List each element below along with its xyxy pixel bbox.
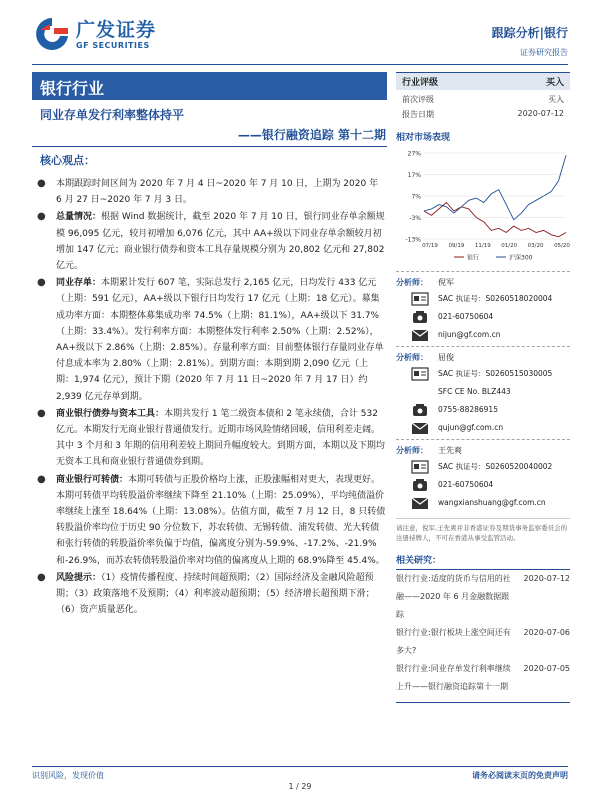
- analyst-info-text: 021-60750604: [438, 480, 494, 489]
- core-views-title: 核心观点：: [40, 154, 95, 167]
- analyst-divider: [396, 439, 570, 440]
- perf-title: 相对市场表现: [396, 133, 451, 143]
- bullet-heading: 商业银行债券与资本工具：: [56, 408, 165, 419]
- related-title-text[interactable]: 银行行业:银行板块上涨空间还有多大?: [396, 628, 511, 655]
- certificate-icon: [410, 367, 430, 381]
- report-date-value: 2020-07-12: [517, 109, 564, 118]
- bullet-text: 本期跟踪时间区间为 2020 年 7 月 4 日~2020 年 7 月 10 日，上期为 2020 年 6 月 27 日~2020 年 7 月 3 日。: [56, 179, 379, 206]
- analyst-info-row: [396, 477, 570, 492]
- analyst-info-row: [396, 366, 570, 381]
- phone-icon: [410, 478, 430, 492]
- x-tick-label: 09/19: [448, 243, 465, 249]
- sidebar: [396, 72, 570, 703]
- analyst-email[interactable]: qujun@gf.com.cn: [438, 423, 504, 432]
- bullet-heading: 商业银行可转债：: [56, 474, 129, 485]
- footer-disclaimer: 请务必阅读末页的免责声明: [472, 771, 568, 780]
- related-date: 2020-07-12: [523, 574, 570, 583]
- gf-logo: [32, 16, 156, 52]
- report-sub: 证券研究报告: [520, 48, 568, 57]
- y-tick-label: 27%: [407, 150, 421, 158]
- phone-icon: [410, 310, 430, 324]
- prev-rating-value: 买入: [548, 95, 564, 104]
- y-tick-label: -3%: [409, 215, 421, 222]
- bullet-dot-icon: ●: [37, 178, 46, 189]
- related-item[interactable]: [396, 660, 570, 696]
- phone-icon: [410, 403, 430, 417]
- analyst-label: 分析师：: [396, 278, 428, 287]
- analyst-email[interactable]: wangxianshuang@gf.com.cn: [438, 498, 546, 507]
- related-item[interactable]: [396, 570, 570, 624]
- analysts: [396, 271, 570, 510]
- analyst-name: 王先爽: [438, 446, 462, 455]
- report-subtitle: ——银行融资追踪 第十二期: [237, 128, 386, 142]
- analyst-email[interactable]: nijun@gf.com.cn: [438, 330, 501, 339]
- related-divider: [396, 702, 570, 703]
- analyst-info-row: [396, 327, 570, 342]
- prev-rating-row: [396, 90, 570, 105]
- analyst-info-row: [396, 495, 570, 510]
- bullet-text: 本期可转债与正股价格均上涨，正股涨幅相对更大，表现更好。本期可转债平均转股溢价率继续下降至 21.10%（上期：25.09%），平均纯债溢价率继续上涨至 18.64%（上期：13.08%）。估值方面，截至 7 月 12 日，8 只转债转股溢价率均位于历史 90 分位数下，苏农转债、无锡转债、浦发转债、光大转债和张行转债的转股溢价率负偏于均值，偏离度分别为-59.9%、-17.2%、-21.9%和-26.9%，而苏农转债转股溢价率对均值的偏离度从上期的 68.9%降至 45.4%。: [56, 474, 386, 566]
- analyst-info-row: [396, 402, 570, 417]
- report-date-label: 报告日期: [402, 110, 434, 119]
- core-view-bullet: [36, 406, 386, 471]
- core-view-bullet: [36, 275, 386, 405]
- report-title: 同业存单发行利率整体持平: [40, 108, 185, 122]
- title-divider: [32, 146, 387, 147]
- rating-label: 行业评级: [402, 78, 439, 88]
- rating-value: 买入: [545, 78, 564, 88]
- x-tick-label: 01/20: [501, 243, 518, 249]
- analyst-info-text: SAC 执证号：S0260520040002: [438, 462, 553, 471]
- analyst-head: [396, 352, 570, 363]
- bullet-heading: 同业存单：: [56, 278, 102, 289]
- core-view-bullet: [36, 176, 386, 208]
- y-tick-label: 7%: [411, 193, 421, 201]
- y-tick-label: -13%: [405, 236, 421, 244]
- analyst-label: 分析师：: [396, 353, 428, 362]
- analyst-head: [396, 277, 570, 288]
- relative-performance-chart: [396, 147, 570, 267]
- bullet-heading: 风险提示：: [56, 572, 102, 583]
- industry-banner: 银行行业: [32, 72, 387, 100]
- gf-logo-icon: [32, 16, 72, 52]
- analyst-info-text: 0755-88286915: [438, 405, 498, 414]
- bullet-text: 本期累计发行 607 笔，实际总发行 2,165 亿元，日均发行 433 亿元（上期：591 亿元），AA+级以下银行日均发行 17 亿元（上期：18 亿元）。募集成功率方面：本期整体募集成功率 74.5%（上期：81.1%），AA+级以下 31.7%（上期：33.4%）。发行利率方面：本期整体发行利率 2.50%（上期：2.52%），AA+级以下 2.86%（上期：2.85%）。存量利率方面：目前整体银行存量同业存单付息成本率为 2.80%（上期：2.81%）。到期方面：本期到期 2,090 亿元（上期：1,974 亿元），预计下期（2020 年 7 月 11 日~2020 年 7 月 17 日）约 2,939 亿元存单到期。: [56, 278, 384, 402]
- report-date-row: [396, 105, 570, 120]
- y-tick-label: 17%: [407, 172, 421, 179]
- analyst-info-text: SAC 执证号：S0260515030005: [438, 369, 553, 378]
- related-date: 2020-07-05: [523, 664, 570, 673]
- related-title: 相关研究：: [396, 556, 442, 566]
- bullet-dot-icon: ●: [37, 211, 46, 223]
- analyst-divider: [396, 271, 570, 272]
- legend-label: 银行: [467, 254, 480, 262]
- series-line-0: [424, 203, 566, 237]
- email-icon: [410, 496, 430, 510]
- bullet-text: 本期共发行 1 笔二级资本债和 2 笔永续债，合计 532 亿元。本期发行无商业银行普通债发行。近期市场风险情绪回暖，信用利差走阔。其中 3 个月和 3 年期的信用利差较上期回升幅度较大。到期方面，本期以及下期均无资本工具和商业银行普通债券到期。: [56, 408, 385, 468]
- bullet-dot-icon: ●: [37, 277, 46, 289]
- logo-cn: 广发证券: [76, 18, 157, 41]
- bullet-dot-icon: ●: [37, 571, 46, 583]
- bullet-heading: 总量情况：: [56, 212, 102, 223]
- bullet-text: 根据 Wind 数据统计，截至 2020 年 7 月 10 日，银行同业存单余额规模 96,095 亿元，较月初增加 6,076 亿元，其中 AA+级以下同业存单余额较月初增加 147 亿元；商业银行债券和资本工具存量规模分别为 20,802 亿元和 27,802 亿元。: [56, 212, 385, 272]
- x-tick-label: 05/20: [554, 243, 570, 249]
- analyst-name: 倪军: [438, 278, 454, 287]
- prev-rating-label: 前次评级: [402, 95, 434, 104]
- core-view-bullet: [36, 570, 386, 619]
- x-tick-label: 11/19: [474, 243, 491, 249]
- logo-en: GF SECURITIES: [76, 40, 150, 50]
- analyst-info-row: [396, 309, 570, 324]
- analyst-info-text: SAC 执证号：S0260518020004: [438, 294, 553, 303]
- footer-slogan: 识别风险，发现价值: [32, 771, 104, 780]
- bullet-text: （1）疫情传播程度、持续时间超预期；（2）国际经济及金融风险超预期；（3）政策落地不及预期；（4）利率波动超预期；（5）经济增长超预期下滑；（6）资产质量恶化。: [56, 572, 375, 616]
- bullet-dot-icon: ●: [37, 473, 46, 485]
- series-line-1: [424, 155, 566, 220]
- page-header: [32, 14, 568, 58]
- footer-divider: [32, 766, 568, 767]
- analyst-info-text: SFC CE No. BLZ443: [438, 387, 511, 396]
- x-tick-label: 07/19: [422, 243, 438, 249]
- related-title-text[interactable]: 银行行业:同业存单发行利率继续上升——银行融资追踪第十一期: [396, 664, 511, 691]
- analyst-info-row: [396, 459, 570, 474]
- blank-icon: [410, 385, 430, 399]
- page-number: 1 / 29: [288, 782, 312, 791]
- core-view-bullet: [36, 472, 386, 569]
- certificate-icon: [410, 292, 430, 306]
- report-type: 跟踪分析|银行: [491, 26, 568, 40]
- analyst-label: 分析师：: [396, 446, 428, 455]
- related-list: [396, 569, 570, 696]
- related-item[interactable]: [396, 624, 570, 660]
- core-view-bullet: [36, 209, 386, 274]
- related-title-text[interactable]: 银行行业:适度的货币与信用的社融——2020 年 6 月金融数据跟踪: [396, 574, 511, 619]
- analyst-info-text: 021-60750604: [438, 312, 494, 321]
- analyst-info-row: [396, 384, 570, 399]
- disclaimer: 请注意，倪军,王先爽并非香港证券及期货事务监察委员会的注册持牌人，不可在香港从事受监管活动。: [396, 518, 570, 543]
- analyst-head: [396, 445, 570, 456]
- analyst-info-row: [396, 291, 570, 306]
- email-icon: [410, 421, 430, 435]
- bullet-dot-icon: ●: [37, 407, 46, 419]
- core-views: [36, 176, 386, 619]
- rating-bar: [396, 72, 570, 90]
- certificate-icon: [410, 460, 430, 474]
- analyst-name: 屈俊: [438, 353, 454, 362]
- perf-chart-svg: [396, 147, 570, 267]
- email-icon: [410, 328, 430, 342]
- related-date: 2020-07-06: [523, 628, 570, 637]
- legend-label: 沪深300: [509, 254, 533, 262]
- x-tick-label: 03/20: [527, 243, 544, 249]
- analyst-info-row: [396, 420, 570, 435]
- analyst-divider: [396, 346, 570, 347]
- header-divider: [32, 64, 568, 65]
